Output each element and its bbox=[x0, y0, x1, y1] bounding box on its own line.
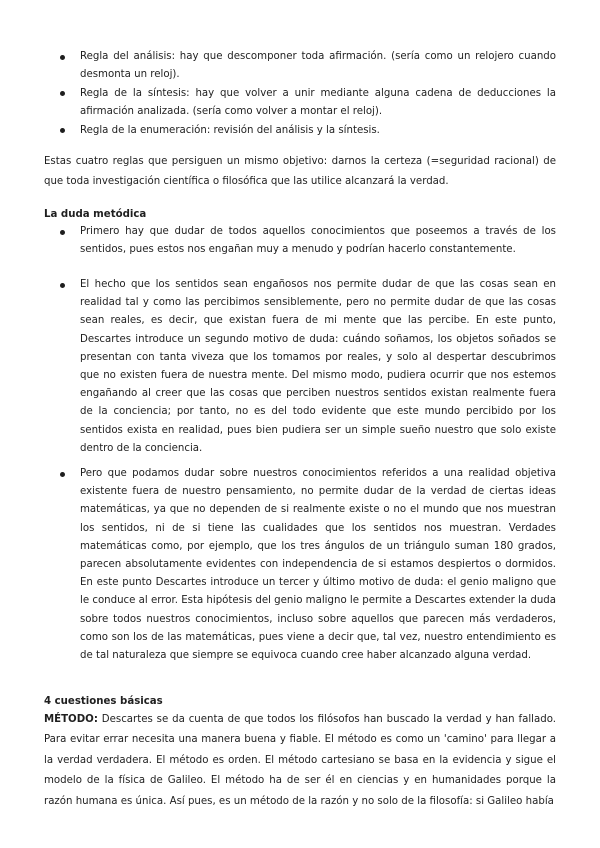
bullet-icon bbox=[60, 128, 65, 133]
metodo-paragraph bbox=[44, 710, 556, 812]
list-item: Pero que podamos dudar sobre nuestros conocimientos referidos a una realidad objetiva existente fuera de nuestro pensamiento, no permite dudar de la verdad de ciertas ideas matemáticas, ya que no dependen de si realmente existe o no el mundo que nos muestran los sentidos, ni de si tiene las cualidades que los sentidos nos muestran. Verdades matemáticas como, por ejemplo, que los tres ángulos de un triángulo suman 180 grados, parecen absolutamente evidentes con independencia de si estamos despiertos o dormidos. En este punto Descartes introduce un tercer y último motivo de duda: el genio maligno que le conduce al error. Esta hipótesis del genio maligno le permite a Descartes extender la duda sobre todos nuestros conocimientos, incluso sobre aquellos que parecen más verdaderos, como son los de las matemáticas, pues viene a decir que, tal vez, nuestro entendimiento es de tal naturaleza que siempre se equivoca cuando cree haber alcanzado alguna verdad. bbox=[44, 465, 556, 665]
duda-list-1 bbox=[44, 223, 556, 260]
duda-list-2 bbox=[44, 276, 556, 458]
list-item: Regla de la enumeración: revisión del análisis y la síntesis. bbox=[44, 122, 556, 140]
bullet-icon bbox=[60, 283, 65, 288]
list-item: Regla de la síntesis: hay que volver a unir mediante alguna cadena de deducciones la afirmación analizada. (sería como volver a montar el reloj). bbox=[44, 85, 556, 122]
section-heading-cuestiones: 4 cuestiones básicas bbox=[44, 696, 163, 707]
list-item: Regla del análisis: hay que descomponer toda afirmación. (sería como un relojero cuando desmonta un reloj). bbox=[44, 48, 556, 85]
bullet-icon bbox=[60, 230, 65, 235]
rules-list bbox=[44, 48, 556, 140]
list-item: Primero hay que dudar de todos aquellos conocimientos que poseemos a través de los sentidos, pues estos nos engañan muy a menudo y podrían hacerlo constantemente. bbox=[44, 223, 556, 260]
metodo-label: MÉTODO: bbox=[44, 714, 98, 725]
bullet-icon bbox=[60, 91, 65, 96]
bullet-icon bbox=[60, 55, 65, 60]
duda-list-3 bbox=[44, 465, 556, 665]
section-heading-duda: La duda metódica bbox=[44, 209, 147, 220]
metodo-text: Descartes se da cuenta de que todos los filósofos han buscado la verdad y han fallado. Para evitar errar necesita una manera buena y fiable. El método es como un 'camino' para llegar a la verdad verdadera. El método es orden. El método cartesiano se basa en la evidencia y sigue el modelo de la física de Galileo. El método ha de ser él en ciencias y en humanidades porque la razón humana es única. Así pues, es un método de la razón y no solo de la filosofía: si Galileo había bbox=[44, 714, 556, 807]
rules-summary: Estas cuatro reglas que persiguen un mismo objetivo: darnos la certeza (=seguridad racional) de que toda investigación científica o filosófica que las utilice alcanzará la verdad. bbox=[44, 156, 556, 188]
list-item: El hecho que los sentidos sean engañosos nos permite dudar de que las cosas sean en realidad tal y como las percibimos sensiblemente, pero no permite dudar de que las cosas sean reales, es decir, que existan fuera de mi mente que las percibe. En este punto, Descartes introduce un segundo motivo de duda: cuándo soñamos, los objetos soñados se presentan con tanta viveza que los tomamos por reales, y solo al despertar descubrimos que no existen fuera de nuestra mente. Del mismo modo, pudiera ocurrir que nos estemos engañando al creer que las cosas que perciben nuestros sentidos existan realmente fuera de la conciencia; por tanto, no es del todo evidente que este mundo percibido por los sentidos exista en realidad, pues bien pudiera ser un simple sueño nuestro que solo existe dentro de la conciencia. bbox=[44, 276, 556, 458]
bullet-icon bbox=[60, 472, 65, 477]
